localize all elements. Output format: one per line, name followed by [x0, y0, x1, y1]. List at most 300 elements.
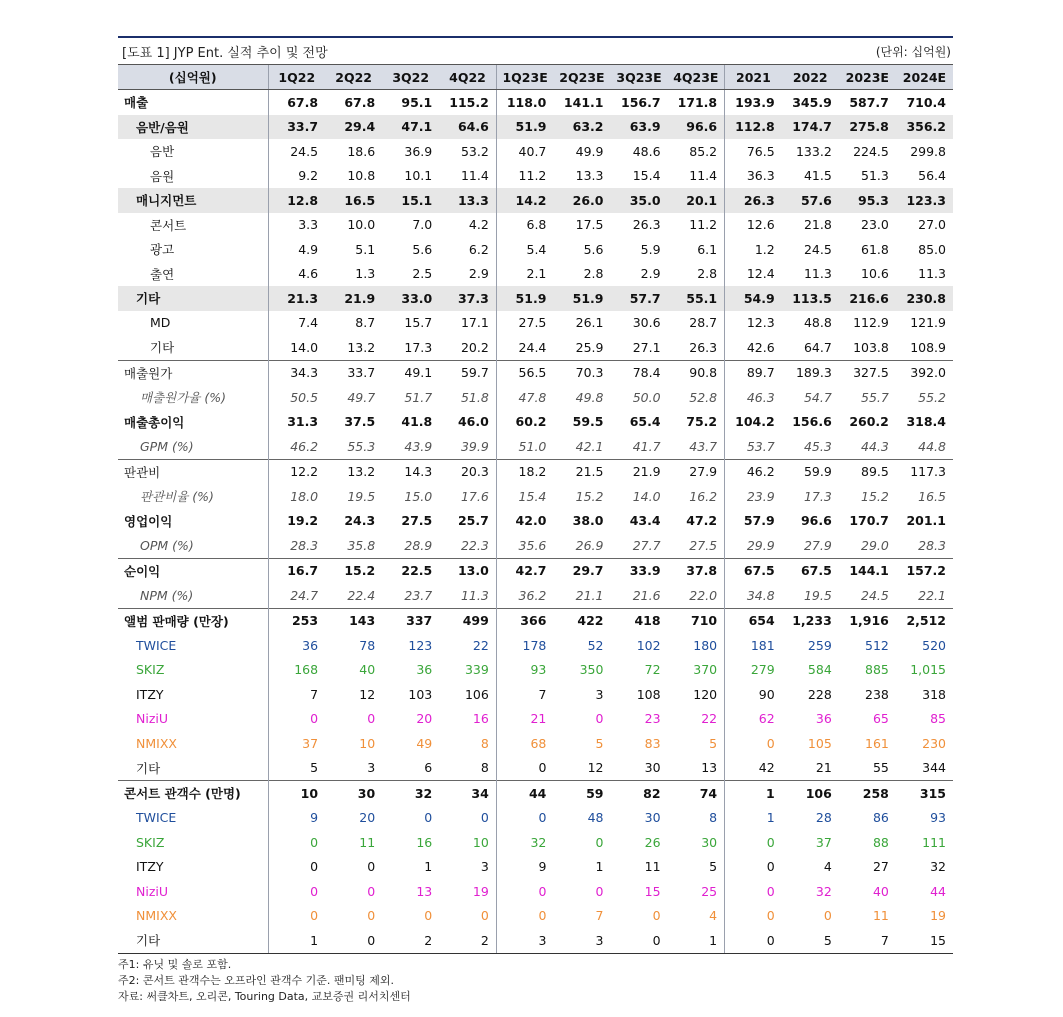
cell-4q22: 115.2	[449, 94, 489, 110]
cell-1q22: 4.9	[268, 237, 325, 262]
cell-3q22: 5.6	[412, 241, 433, 257]
table-row	[118, 806, 953, 831]
cell-2021: 12.4	[725, 262, 782, 287]
cell-2q22: 30	[325, 781, 382, 806]
row-label: 매출총이익	[124, 414, 185, 430]
cell-2022: 21	[815, 760, 832, 776]
cell-2q22: 16.5	[325, 188, 382, 213]
cell-2024e: 22.1	[918, 587, 946, 603]
cell-4q23e: 30	[701, 834, 718, 850]
cell-3q23e: 27.1	[632, 339, 661, 355]
cell-2q22: 29.4	[325, 115, 382, 140]
cell-2023e: 238	[865, 686, 889, 702]
cell-2q22: 0	[367, 883, 376, 899]
cell-3q23e: 418	[610, 608, 667, 633]
cell-4q23e: 22	[701, 711, 718, 727]
cell-4q23e: 96.6	[668, 115, 725, 140]
cell-3q22: 16	[416, 834, 433, 850]
cell-1q23e: 42.7	[496, 558, 553, 583]
table-row	[118, 385, 953, 410]
cell-2023e: 327.5	[839, 360, 896, 385]
cell-2024e: 108.9	[910, 339, 946, 355]
cell-2021: 89.7	[725, 360, 782, 385]
cell-2022: 59.9	[782, 459, 839, 484]
row-label: 광고	[150, 242, 175, 258]
cell-2022: 27.9	[803, 537, 832, 553]
cell-1q22: 50.5	[268, 385, 325, 410]
cell-3q23e: 30.6	[632, 315, 661, 331]
cell-2021: 12.6	[725, 213, 782, 238]
cell-2023e: 55	[872, 760, 889, 776]
cell-2q23e: 59.5	[572, 414, 604, 430]
cell-1q22: 14.0	[268, 335, 325, 360]
row-label: 기타	[136, 933, 161, 949]
cell-2022: 36	[815, 711, 832, 727]
cell-3q23e: 48.6	[632, 143, 661, 159]
cell-4q22: 2.9	[468, 266, 489, 282]
cell-2022: 4	[823, 859, 832, 875]
row-label: 매출원가율 (%)	[140, 390, 226, 406]
cell-4q22: 11.4	[460, 168, 489, 184]
cell-3q22: 10.1	[404, 168, 433, 184]
cell-2q23e: 5.6	[583, 241, 604, 257]
cell-2q23e: 350	[579, 662, 604, 678]
cell-2024e: 201.1	[906, 513, 946, 529]
cell-4q22: 39.9	[460, 438, 489, 454]
cell-2022: 96.6	[800, 513, 832, 529]
cell-1q23e: 35.6	[496, 533, 553, 558]
cell-3q23e: 26	[644, 834, 661, 850]
cell-4q22: 16	[472, 711, 489, 727]
bottom-rule	[118, 953, 953, 954]
cell-2021: 1	[725, 806, 782, 831]
cell-2q22: 0	[367, 859, 376, 875]
cell-3q22: 33.0	[382, 286, 439, 311]
cell-2q22: 40	[359, 662, 376, 678]
table-row	[118, 583, 953, 608]
cell-2023e: 55.7	[861, 389, 889, 405]
cell-2q23e: 25.9	[575, 339, 604, 355]
cell-4q23e: 28.7	[689, 315, 718, 331]
cell-1q22: 1	[268, 928, 325, 953]
cell-4q22: 13.0	[439, 558, 496, 583]
row-label: NMIXX	[136, 908, 177, 924]
cell-3q23e: 2.9	[640, 266, 661, 282]
cell-3q22: 337	[382, 608, 439, 633]
cell-2024e: 520	[922, 637, 946, 653]
cell-1q22: 3.3	[268, 213, 325, 238]
cell-3q23e: 15	[644, 883, 661, 899]
cell-2023e: 61.8	[861, 241, 889, 257]
cell-1q22: 16.7	[268, 558, 325, 583]
cell-3q22: 36	[416, 662, 433, 678]
cell-2023e: 144.1	[839, 558, 896, 583]
cell-4q23e: 2.8	[697, 266, 718, 282]
cell-3q22: 17.3	[404, 339, 433, 355]
cell-2021: 104.2	[725, 410, 782, 435]
cell-2q23e: 21.5	[553, 459, 610, 484]
cell-4q23e: 6.1	[697, 241, 718, 257]
cell-2q23e: 0	[595, 883, 604, 899]
table-row	[118, 830, 953, 855]
cell-4q23e: 25	[701, 883, 718, 899]
cell-3q22: 47.1	[382, 115, 439, 140]
cell-2022: 28	[815, 810, 832, 826]
cell-3q23e: 15.4	[632, 168, 661, 184]
cell-2021: 193.9	[725, 90, 782, 115]
cell-2021: 0	[725, 855, 782, 880]
cell-4q22: 499	[439, 608, 496, 633]
cell-4q23e: 27.5	[689, 537, 718, 553]
cell-2023e: 88	[872, 834, 889, 850]
cell-4q23e: 37.8	[668, 558, 725, 583]
row-label: 매출원가	[118, 360, 268, 385]
cell-1q23e: 56.5	[496, 360, 553, 385]
cell-2021: 0	[725, 928, 782, 953]
cell-2q22: 33.7	[325, 360, 382, 385]
row-label: NiziU	[136, 711, 169, 727]
cell-4q22: 37.3	[439, 286, 496, 311]
cell-2q22: 5.1	[355, 241, 376, 257]
header-row	[118, 65, 953, 90]
cell-2021: 654	[725, 608, 782, 633]
footnote: 자료: 써클차트, 오리콘, Touring Data, 교보증권 리서치센터	[118, 989, 411, 1003]
cell-2022: 57.6	[782, 188, 839, 213]
cell-2024e: 1,015	[910, 662, 946, 678]
cell-2q22: 18.6	[347, 143, 376, 159]
cell-1q22: 4.6	[268, 262, 325, 287]
cell-2q22: 10.0	[347, 217, 376, 233]
cell-1q23e: 178	[496, 633, 553, 658]
table-row	[118, 237, 953, 262]
cell-2022: 37	[815, 834, 832, 850]
table-row	[118, 608, 953, 633]
cell-2023e: 512	[865, 637, 889, 653]
row-label: 순이익	[118, 558, 268, 583]
row-label: ITZY	[136, 859, 164, 875]
cell-1q23e: 0	[496, 756, 553, 781]
cell-2024e: 28.3	[918, 537, 946, 553]
header-2024e: 2024E	[896, 65, 953, 90]
row-label: 기타	[150, 340, 175, 356]
cell-3q23e: 83	[644, 735, 661, 751]
header-3q22: 3Q22	[382, 65, 439, 90]
cell-4q23e: 11.2	[689, 217, 718, 233]
cell-1q23e: 0	[496, 879, 553, 904]
cell-1q22: 168	[268, 658, 325, 683]
cell-1q22: 37	[268, 731, 325, 756]
cell-2024e: 27.0	[918, 217, 946, 233]
cell-2022: 133.2	[795, 143, 832, 159]
cell-1q22: 28.3	[268, 533, 325, 558]
cell-2q22: 8.7	[355, 315, 376, 331]
cell-2021: 46.2	[725, 459, 782, 484]
cell-2021: 62	[725, 707, 782, 732]
row-label: TWICE	[136, 810, 177, 826]
cell-3q23e: 41.7	[632, 438, 661, 454]
cell-3q22: 123	[408, 637, 433, 653]
cell-1q23e: 93	[496, 658, 553, 683]
cell-2023e: 260.2	[849, 414, 889, 430]
cell-2022: 259	[807, 637, 832, 653]
row-label: OPM (%)	[140, 537, 194, 553]
financial-table	[118, 65, 953, 953]
cell-3q23e: 30	[644, 760, 661, 776]
cell-2024e: 93	[930, 810, 946, 826]
cell-1q22: 0	[268, 904, 325, 929]
row-label: SKIZ	[136, 662, 165, 678]
header-3q23e: 3Q23E	[610, 65, 667, 90]
cell-3q23e: 78.4	[610, 360, 667, 385]
row-label: NiziU	[136, 883, 169, 899]
cell-3q23e: 72	[644, 662, 661, 678]
cell-2q22: 21.9	[325, 286, 382, 311]
cell-2024e: 121.9	[910, 315, 946, 331]
cell-2022: 17.3	[803, 488, 832, 504]
cell-2021: 42.6	[725, 335, 782, 360]
cell-2q23e: 1	[595, 859, 604, 875]
cell-4q22: 46.0	[457, 414, 489, 430]
cell-3q22: 15.0	[404, 488, 433, 504]
cell-2023e: 103.8	[853, 339, 889, 355]
cell-2q22: 12	[359, 686, 376, 702]
cell-4q23e: 55.1	[668, 286, 725, 311]
cell-3q22: 13	[416, 883, 433, 899]
cell-2024e: 157.2	[896, 558, 953, 583]
cell-2q23e: 38.0	[572, 513, 604, 529]
cell-2022: 189.3	[782, 360, 839, 385]
table-row	[118, 658, 953, 683]
cell-2022: 584	[807, 662, 832, 678]
table-row	[118, 164, 953, 189]
cell-2023e: 161	[865, 735, 889, 751]
cell-2023e: 170.7	[849, 513, 889, 529]
cell-3q22: 49.1	[382, 360, 439, 385]
cell-2022: 174.7	[782, 115, 839, 140]
table-row	[118, 682, 953, 707]
cell-2021: 279	[725, 658, 782, 683]
cell-1q23e: 47.8	[496, 385, 553, 410]
cell-4q22: 11.3	[460, 587, 489, 603]
cell-4q22: 59.7	[439, 360, 496, 385]
cell-1q23e: 2.1	[496, 262, 553, 287]
cell-3q22: 15.7	[404, 315, 433, 331]
cell-2q23e: 42.1	[575, 438, 604, 454]
cell-4q22: 10	[472, 834, 489, 850]
cell-1q22: 33.7	[268, 115, 325, 140]
cell-1q22: 10	[268, 781, 325, 806]
cell-2021: 1	[725, 781, 782, 806]
cell-1q22: 19.2	[268, 509, 325, 534]
cell-2q23e: 48	[587, 810, 604, 826]
table-row	[118, 335, 953, 360]
cell-3q22: 95.1	[401, 94, 433, 110]
cell-4q22: 20.3	[439, 459, 496, 484]
table-row	[118, 410, 953, 435]
cell-1q23e: 15.4	[496, 484, 553, 509]
cell-2024e: 318	[922, 686, 946, 702]
cell-2q22: 78	[359, 637, 376, 653]
cell-4q22: 64.6	[439, 115, 496, 140]
row-label: 앨범 판매량 (만장)	[118, 608, 268, 633]
cell-2023e: 10.6	[861, 266, 889, 282]
cell-2024e: 299.8	[910, 143, 946, 159]
cell-4q22: 6.2	[468, 241, 489, 257]
cell-2023e: 65	[872, 711, 889, 727]
cell-4q23e: 85.2	[689, 143, 718, 159]
header-label: (십억원)	[118, 65, 268, 90]
table-row	[118, 115, 953, 140]
cell-4q23e: 47.2	[686, 513, 718, 529]
unit-label: (단위: 십억원)	[875, 44, 951, 59]
cell-1q23e: 60.2	[496, 410, 553, 435]
cell-2024e: 85	[930, 711, 946, 727]
cell-1q22: 46.2	[268, 434, 325, 459]
cell-2023e: 7	[880, 932, 889, 948]
cell-2q23e: 5	[595, 735, 604, 751]
cell-2022: 113.5	[782, 286, 839, 311]
cell-2023e: 1,916	[839, 608, 896, 633]
cell-2022: 11.3	[803, 266, 832, 282]
row-label: 음원	[150, 168, 175, 184]
table-row	[118, 434, 953, 459]
cell-2024e: 111	[922, 834, 946, 850]
cell-1q23e: 44	[496, 781, 553, 806]
cell-2024e: 11.3	[918, 266, 946, 282]
cell-4q23e: 20.1	[668, 188, 725, 213]
header-1q22: 1Q22	[268, 65, 325, 90]
cell-2023e: 29.0	[861, 537, 889, 553]
row-label: GPM (%)	[140, 438, 194, 454]
cell-1q23e: 32	[496, 830, 553, 855]
cell-4q23e: 13	[701, 760, 718, 776]
cell-2q22: 10	[359, 735, 376, 751]
cell-1q22: 7	[268, 682, 325, 707]
cell-2024e: 55.2	[918, 389, 946, 405]
row-label: NPM (%)	[140, 587, 194, 603]
header-1q23e: 1Q23E	[496, 65, 553, 90]
cell-4q22: 25.7	[457, 513, 489, 529]
cell-4q23e: 27.9	[668, 459, 725, 484]
row-label: 판관비	[118, 459, 268, 484]
cell-1q23e: 42.0	[496, 509, 553, 534]
cell-2021: 76.5	[725, 139, 782, 164]
cell-1q23e: 11.2	[496, 164, 553, 189]
cell-1q22: 9.2	[268, 164, 325, 189]
cell-3q23e: 21.9	[610, 459, 667, 484]
cell-2q22: 13.2	[325, 459, 382, 484]
cell-2q22: 49.7	[347, 389, 376, 405]
cell-1q23e: 36.2	[496, 583, 553, 608]
cell-2024e: 392.0	[896, 360, 953, 385]
cell-2023e: 23.0	[861, 217, 889, 233]
cell-2024e: 315	[896, 781, 953, 806]
cell-2021: 181	[725, 633, 782, 658]
table-row	[118, 139, 953, 164]
cell-2021: 26.3	[725, 188, 782, 213]
table-row	[118, 533, 953, 558]
cell-4q22: 51.8	[460, 389, 489, 405]
table-row	[118, 90, 953, 115]
table-row	[118, 484, 953, 509]
cell-2021: 0	[725, 830, 782, 855]
cell-3q22: 7.0	[412, 217, 433, 233]
row-label: SKIZ	[136, 834, 165, 850]
footnote: 주1: 유닛 및 솔로 포함.	[118, 957, 232, 971]
table-row	[118, 928, 953, 953]
cell-3q23e: 5.9	[640, 241, 661, 257]
cell-3q22: 32	[382, 781, 439, 806]
cell-1q22: 12.2	[268, 459, 325, 484]
cell-3q22: 0	[424, 810, 433, 826]
row-label: 기타	[118, 286, 268, 311]
header-2022: 2022	[782, 65, 839, 90]
cell-4q23e: 370	[693, 662, 718, 678]
cell-3q22: 0	[424, 908, 433, 924]
row-label: 콘서트 관객수 (만명)	[118, 781, 268, 806]
cell-1q23e: 51.9	[496, 115, 553, 140]
cell-2q23e: 12	[587, 760, 604, 776]
cell-3q23e: 108	[636, 686, 661, 702]
table-row	[118, 286, 953, 311]
cell-1q22: 7.4	[268, 311, 325, 336]
cell-2q23e: 52	[587, 637, 604, 653]
cell-2q22: 15.2	[325, 558, 382, 583]
cell-1q23e: 51.9	[496, 286, 553, 311]
cell-2021: 12.3	[725, 311, 782, 336]
row-label: 기타	[136, 760, 161, 776]
cell-4q22: 17.1	[460, 315, 489, 331]
cell-2022: 1,233	[782, 608, 839, 633]
cell-2021: 46.3	[725, 385, 782, 410]
cell-2022: 105	[807, 735, 832, 751]
cell-2021: 54.9	[725, 286, 782, 311]
cell-3q23e: 102	[636, 637, 661, 653]
cell-4q22: 3	[480, 859, 489, 875]
row-label: 매출	[124, 95, 149, 111]
cell-3q22: 2	[424, 932, 433, 948]
cell-2q22: 67.8	[344, 94, 376, 110]
cell-4q23e: 52.8	[689, 389, 718, 405]
cell-3q22: 6	[424, 760, 433, 776]
cell-3q23e: 0	[652, 908, 661, 924]
cell-2q23e: 0	[595, 834, 604, 850]
cell-3q23e: 21.6	[632, 587, 661, 603]
cell-2024e: 318.4	[906, 414, 946, 430]
cell-4q22: 8	[480, 760, 489, 776]
cell-3q22: 27.5	[401, 513, 433, 529]
cell-2022: 0	[823, 908, 832, 924]
cell-2023e: 86	[872, 810, 889, 826]
cell-2q22: 10.8	[347, 168, 376, 184]
cell-1q22: 31.3	[268, 410, 325, 435]
cell-3q22: 1	[424, 859, 433, 875]
cell-2023e: 24.5	[861, 587, 889, 603]
cell-2q22: 0	[367, 711, 376, 727]
table-row	[118, 311, 953, 336]
table-row	[118, 731, 953, 756]
cell-4q23e: 11.4	[689, 168, 718, 184]
cell-3q23e: 43.4	[629, 513, 661, 529]
cell-3q23e: 33.9	[610, 558, 667, 583]
cell-2q22: 143	[325, 608, 382, 633]
cell-2024e: 2,512	[896, 608, 953, 633]
row-label: 음반/음원	[118, 115, 268, 140]
cell-3q23e: 156.7	[621, 94, 661, 110]
cell-2021: 57.9	[725, 509, 782, 534]
cell-1q22: 12.8	[268, 188, 325, 213]
cell-2024e: 356.2	[896, 115, 953, 140]
